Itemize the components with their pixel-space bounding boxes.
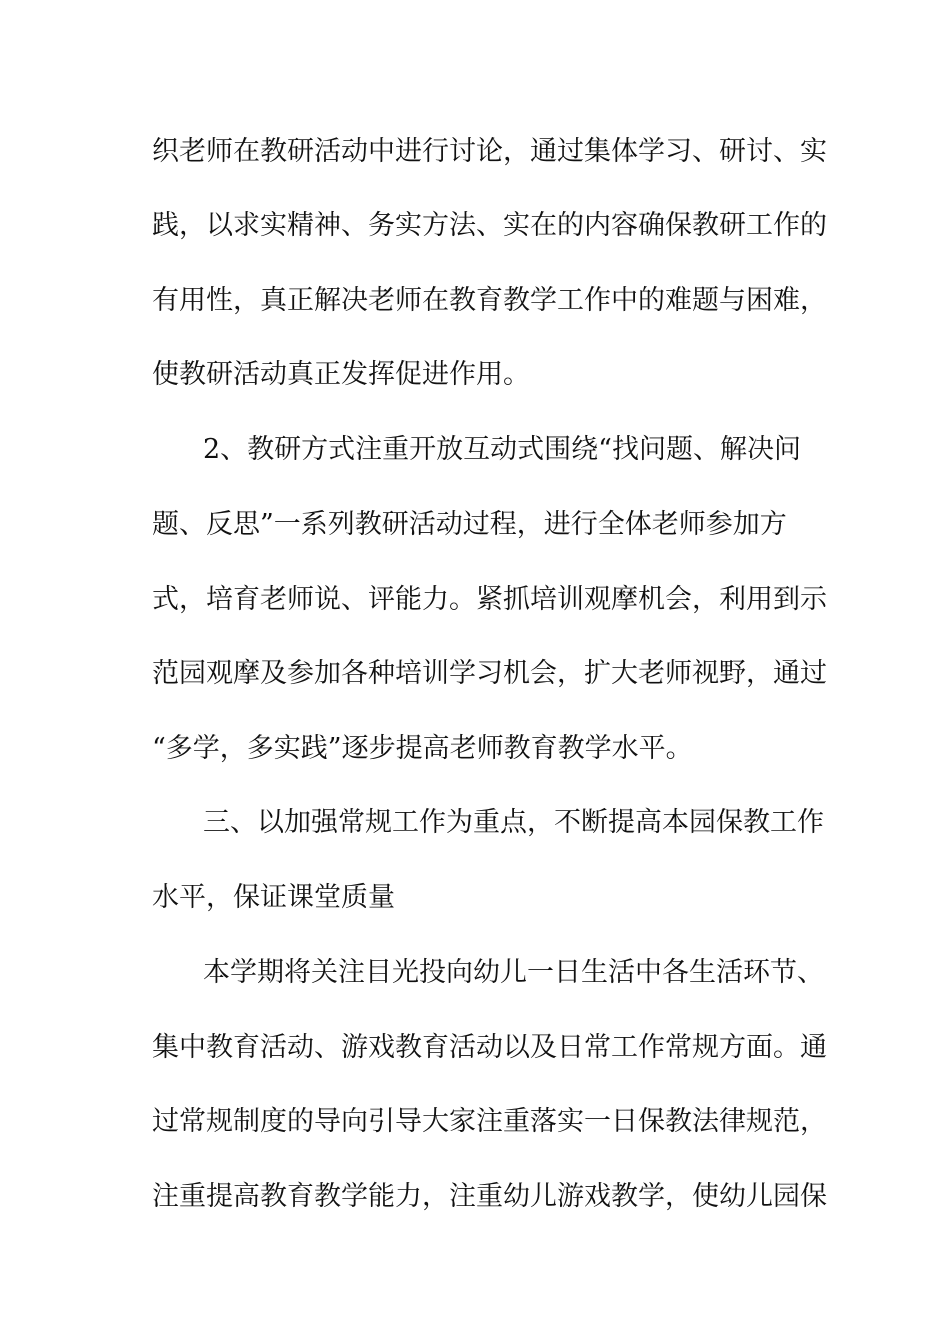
paragraph-2-line-5 xyxy=(0,729,950,769)
section-heading-line-2 xyxy=(0,878,950,918)
text-line: 题、反思”一系列教研活动过程，进行全体老师参加方 xyxy=(152,509,787,540)
text-line: 织老师在教研活动中进行讨论，通过集体学习、研讨、实 xyxy=(152,136,827,167)
paragraph-1-line-4 xyxy=(0,355,950,395)
text-line: “多学，多实践”逐步提高老师教育教学水平。 xyxy=(152,733,693,764)
paragraph-4-line-1 xyxy=(0,953,950,993)
paragraph-4-line-3 xyxy=(0,1102,950,1142)
paragraph-1-line-3 xyxy=(0,281,950,321)
section-heading: 三、以加强常规工作为重点，不断提高本园保教工作 xyxy=(203,807,824,838)
paragraph-2-line-3 xyxy=(0,580,950,620)
section-heading-line-1 xyxy=(0,803,950,843)
paragraph-1-line-1 xyxy=(0,132,950,172)
paragraph-2-line-2 xyxy=(0,505,950,545)
paragraph-1-line-2 xyxy=(0,206,950,246)
paragraph-2-line-4 xyxy=(0,654,950,694)
text-line: 践，以求实精神、务实方法、实在的内容确保教研工作的 xyxy=(152,210,827,241)
text-line: 过常规制度的导向引导大家注重落实一日保教法律规范， xyxy=(152,1106,827,1137)
paragraph-4-line-4 xyxy=(0,1177,950,1217)
text-line: 范园观摩及参加各种培训学习机会，扩大老师视野，通过 xyxy=(152,658,827,689)
text-line: 集中教育活动、游戏教育活动以及日常工作常规方面。通 xyxy=(152,1032,827,1063)
paragraph-2-line-1 xyxy=(0,430,950,470)
section-heading: 水平，保证课堂质量 xyxy=(152,882,395,913)
text-line: 有用性，真正解决老师在教育教学工作中的难题与困难， xyxy=(152,285,827,316)
paragraph-4-line-2 xyxy=(0,1028,950,1068)
text-line: 2、教研方式注重开放互动式围绕“找问题、解决问 xyxy=(203,434,801,465)
text-line: 使教研活动真正发挥促进作用。 xyxy=(152,359,530,390)
text-line: 本学期将关注目光投向幼儿一日生活中各生活环节、 xyxy=(203,957,824,988)
text-line: 式，培育老师说、评能力。紧抓培训观摩机会，利用到示 xyxy=(152,584,827,615)
text-line: 注重提高教育教学能力，注重幼儿游戏教学，使幼儿园保 xyxy=(152,1181,827,1212)
